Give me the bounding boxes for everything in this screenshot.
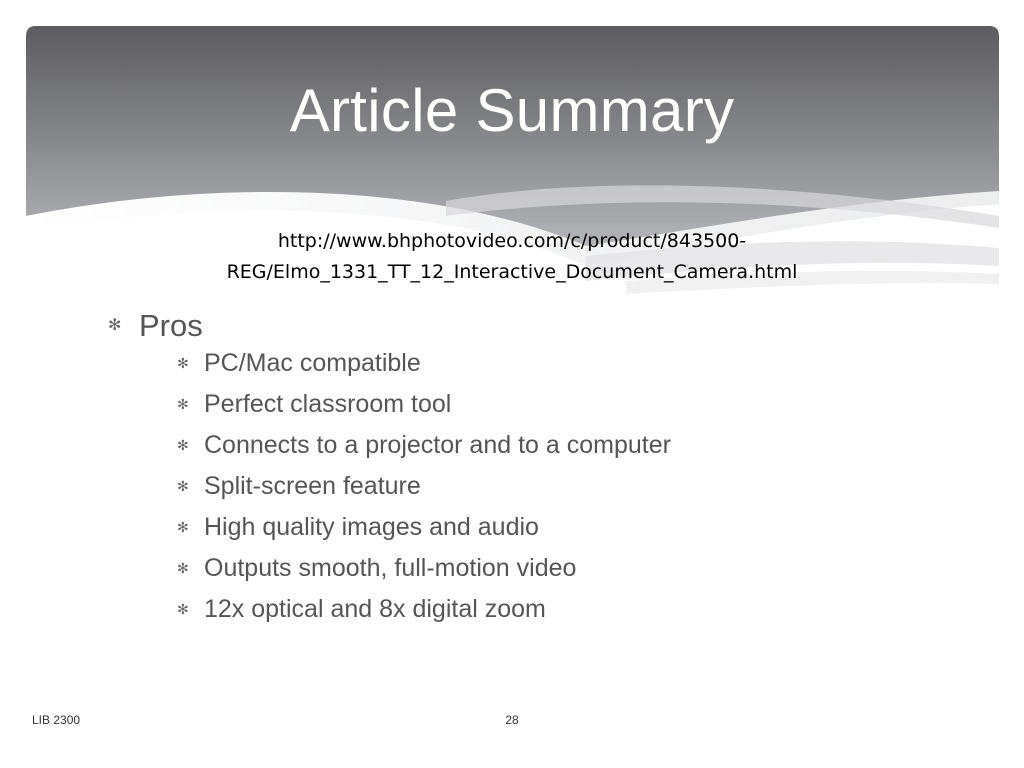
source-url-link[interactable]	[0, 226, 1024, 288]
list-item	[177, 513, 968, 542]
list-item-text: High quality images and audio	[204, 513, 539, 541]
list-item-text: Outputs smooth, full-motion video	[204, 554, 577, 582]
pros-bullet	[108, 306, 968, 346]
asterisk-bullet-icon: ✻	[108, 317, 122, 334]
source-url-line-1[interactable]: http://www.bhphotovideo.com/c/product/843500-	[277, 230, 747, 252]
asterisk-bullet-icon: ✻	[177, 396, 189, 412]
list-item	[177, 431, 968, 460]
list-item	[177, 472, 968, 501]
pros-list	[177, 349, 968, 624]
asterisk-bullet-icon: ✻	[177, 355, 189, 371]
list-item	[177, 595, 968, 624]
pros-heading: Pros	[139, 308, 203, 343]
asterisk-bullet-icon: ✻	[177, 478, 189, 494]
list-item-text: 12x optical and 8x digital zoom	[204, 595, 546, 623]
asterisk-bullet-icon: ✻	[177, 437, 189, 453]
list-item	[177, 349, 968, 378]
list-item	[177, 554, 968, 583]
asterisk-bullet-icon: ✻	[177, 519, 189, 535]
asterisk-bullet-icon: ✻	[177, 601, 189, 617]
footer-course: LIB 2300	[32, 713, 81, 727]
slide-title: Article Summary	[289, 77, 735, 144]
list-item-text: Connects to a projector and to a computer	[204, 431, 671, 459]
list-item-text: PC/Mac compatible	[204, 349, 421, 377]
asterisk-bullet-icon: ✻	[177, 560, 189, 576]
slide-body	[108, 306, 968, 636]
footer-page-number: 28	[505, 713, 519, 727]
source-url-line-2[interactable]: REG/Elmo_1331_TT_12_Interactive_Document_Camera.html	[226, 261, 798, 283]
list-item-text: Split-screen feature	[204, 472, 421, 500]
list-item-text: Perfect classroom tool	[204, 390, 452, 418]
list-item	[177, 390, 968, 419]
